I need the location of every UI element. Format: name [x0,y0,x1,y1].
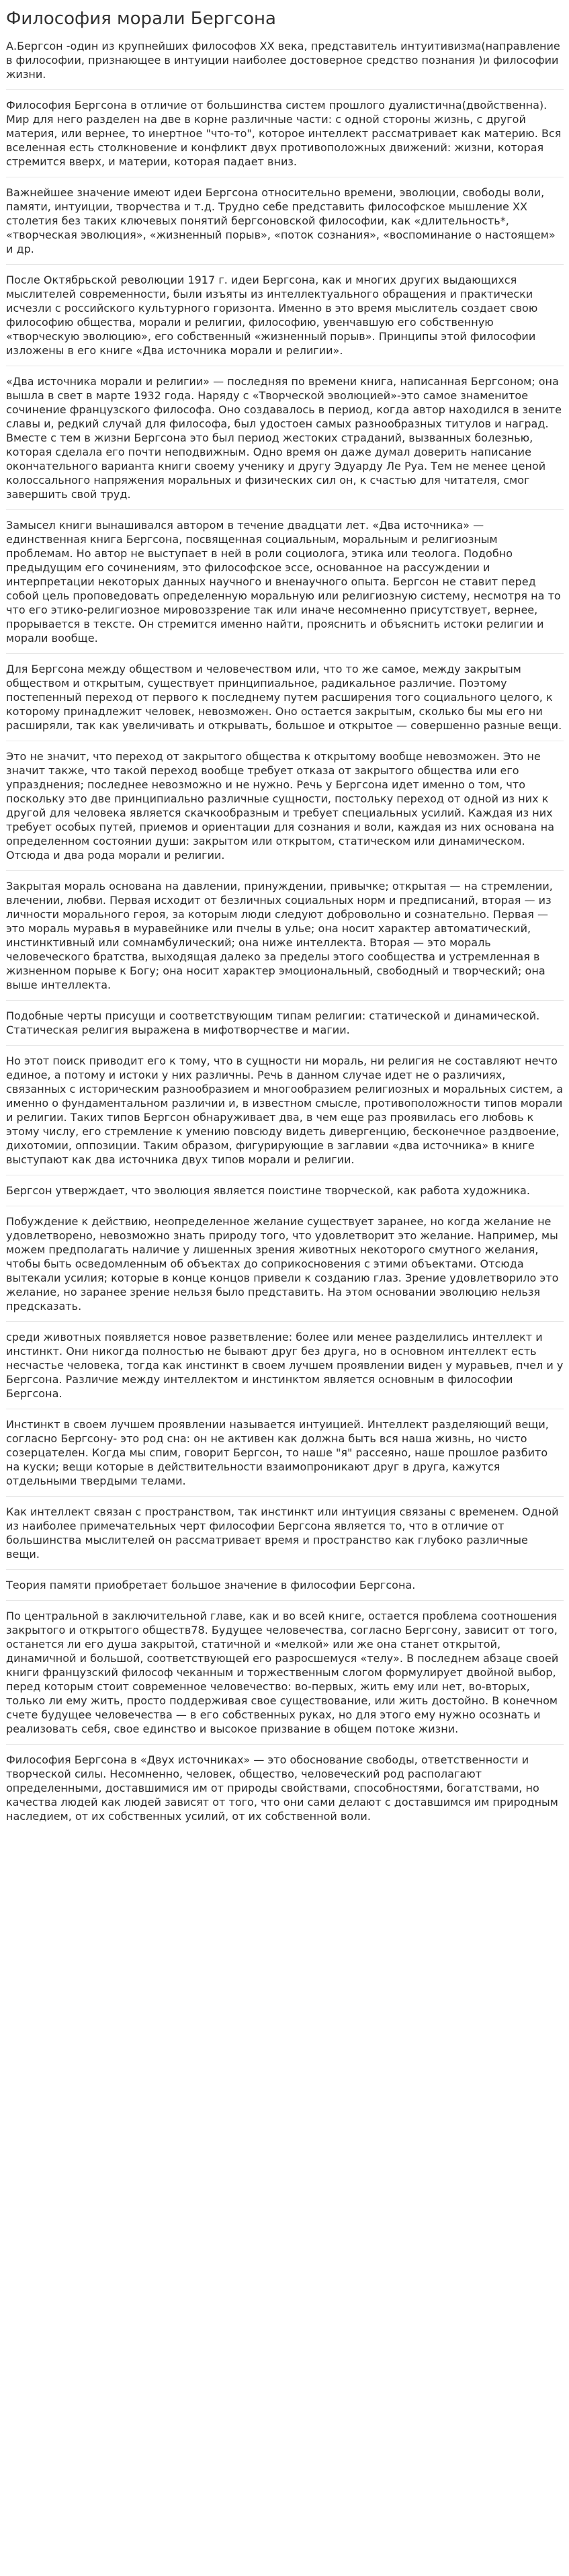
paragraph-divider [6,89,564,90]
paragraph: «Два источника морали и религии» — последняя по времени книга, написанная Бергсоном; она вышла в свет в марте 1932 года. Наряду с «Творческой эволюцией»-это самое знаменитое сочинение французского философа. Оно создавалось в период, когда автор находился в зените славы и, редкий случай для философа, был удостоен самых разнообразных титулов и наград. Вместе с тем в жизни Бергсона это был период жестоких страданий, вызванных болезнью, которая сделала его почти неподвижным. Одно время он даже думал доверить написание окончательного варианта книги своему ученику и другу Эдуарду Ле Руа. Тем не менее ценой колоссального напряжения моральных и физических сил он, к счастью для читателя, смог завершить свой труд. [6,375,562,501]
paragraph-divider [6,870,564,871]
paragraph: Но этот поиск приводит его к тому, что в сущности ни мораль, ни религия не составляют нечто единое, а потому и истоки у них различны. Речь в данном случае идет не о различиях, связанных с историческим разнообразием и многообразием религиозных и моральных систем, а именно о фундаментальном различии и, в известном смысле, противоположности типов морали и религии. Таких типов Бергсон обнаруживает два, в чем еще раз проявилась его любовь к этому числу, его стремление к умению повсюду видеть дивергенцию, бесконечное раздвоение, дихотомии, оппозиции. Таким образом, фигурирующие в заглавии «два источника» в книге выступают как два источника двух типов морали и религии. [6,1054,564,1166]
paragraph: Побуждение к действию, неопределенное желание существует заранее, но когда желание не удовлетворено, невозможно знать природу того, что удовлетворит это желание. Например, мы можем предполагать наличие у лишенных зрения животных некоторого смутного желания, чтобы быть осведомленным об объектах до соприкосновения с этими объектами. Отсюда вытекали усилия; которые в конце концов привели к созданию глаз. Зрение удовлетворило это желание, но заранее зрение нельзя было представить. На этом основании эволюцию нельзя предсказать. [6,1215,559,1313]
paragraph: Как интеллект связан с пространством, так инстинкт или интуиция связаны с временем. Одной из наиболее примечательных черт философии Бергсона является то, что в отличие от большинства мыслителей он рассматривает время и пространство как глубоко различные вещи. [6,1505,559,1561]
paragraph: Инстинкт в своем лучшем проявлении называется интуицией. Интеллект разделяющий вещи, согласно Бергсону- это род сна: он не активен как должна быть вся наша жизнь, но чисто созерцателен. Когда мы спим, говорит Бергсон, то наше "я" рассеяно, наше прошлое разбито на куски; вещи которые в действительности взаимопроникают друг в друга, кажутся отдельными твердыми телами. [6,1418,549,1487]
article-body [6,38,564,1831]
paragraph: Философия Бергсона в «Двух источниках» — это обоснование свободы, ответственности и творческой силы. Несомненно, человек, общество, человеческий род располагают определенными, доставшимися им от природы свойствами, способностями, богатствами, но качества людей как людей зависят от того, что они сами делают с доставшимся им природным наследием, от их собственных усилий, от их собственной воли. [6,1753,558,1823]
paragraph-divider [6,1744,564,1745]
page-title: Философия морали Бергсона [6,9,276,29]
paragraph: Философия Бергсона в отличие от большинства систем прошлого дуалистична(двойственна). Мир для него разделен на две в корне различные части: с одной стороны жизнь, с другой материя, или вернее, то инертное "что-то", которое интеллект рассматривает как материю. Вся вселенная есть столкновение и конфликт двух противоположных движений: жизни, которая стремится вверх, и материи, которая падает вниз. [6,99,562,168]
paragraph: А.Бергсон -один из крупнейших философов XX века, представитель интуитивизма(направление в философии, признающее в интуиции наиболее достоверное средство познания )и философии жизни. [6,40,560,81]
paragraph: Замысел книги вынашивался автором в течение двадцати лет. «Два источника» — единственная книга Бергсона, посвященная социальным, моральным и религиозным проблемам. Но автор не выступает в ней в роли социолога, этика или теолога. Подобно предыдущим его сочинениям, это философское эссе, основанное на рассуждении и интерпретации некоторых данных научного и вненаучного опыта. Бергсон не ставит перед собой цель проповедовать определенную моральную или религиозную систему, несмотря на то что его этико-религиозное мировоззрение так или иначе несомненно присутствует, вернее, прорывается в тексте. Он стремится именно найти, прояснить и объяснить истоки религии и морали вообще. [6,519,561,645]
paragraph-divider [6,264,564,265]
paragraph: Важнейшее значение имеют идеи Бергсона относительно времени, эволюции, свободы воли, памяти, интуиции, творчества и т.д. Трудно себе представить философское мышление XX столетия без таких ключевых понятий бергсоновской философии, как «длительность*, «творческая эволюция», «жизненный порыв», «поток сознания», «воспоминание о настоящем» и др. [6,186,556,255]
paragraph: Подобные черты присущи и соответствующим типам религии: статической и динамической. Статическая религия выражена в мифотворчестве и магии. [6,1009,540,1036]
paragraph: среди животных появляется новое разветвление: более или менее разделились интеллект и инстинкт. Они никогда полностью не бывают друг без друга, но в основном интеллект есть несчастье человека, тогда как инстинкт в своем лучшем проявлении виден у муравьев, пчел и у Бергсона. Различие между интеллектом и инстинктом является основным в философии Бергсона. [6,1331,564,1400]
paragraph-divider [6,1600,564,1601]
paragraph-divider [6,509,564,510]
paragraph-divider [6,1321,564,1322]
paragraph: Закрытая мораль основана на давлении, принуждении, привычке; открытая — на стремлении, влечении, любви. Первая исходит от безличных социальных норм и предписаний, вторая — из личности морального героя, за которым люди следуют добровольно и сознательно. Первая — это мораль муравья в муравейнике или пчелы в улье; она носит характер автоматический, инстинктивный или сомнамбулический; она ниже интеллекта. Вторая — это мораль человеческого братства, выходящая далеко за пределы этого сообщества и устремленная в жизненном порыве к Богу; она носит характер эмоциональный, свободный и творческий; она выше интеллекта. [6,880,553,991]
paragraph: Теория памяти приобретает большое значение в философии Бергсона. [6,1579,416,1591]
paragraph: Это не значит, что переход от закрытого общества к открытому вообще невозможен. Это не значит также, что такой переход вообще требует отказа от закрытого общества или его упразднения; последнее невозможно и не нужно. Речь у Бергсона идет именно о том, что поскольку это две принципиально различные сущности, постольку переход от одной из них к другой для человека является скачкообразным и требует специальных усилий. Каждая из них требует особых путей, приемов и ориентации для сознания и воли, каждая из них основана на определенном состоянии души: закрытом или открытом, статическом или динамическом. Отсюда и два рода морали и религии. [6,750,555,862]
paragraph: По центральной в заключительной главе, как и во всей книге, остается проблема соотношения закрытого и открытого обществ78. Будущее человечества, согласно Бергсону, зависит от того, останется ли его душа закрытой, статичной и «мелкой» или же она станет открытой, динамичной и большой, соответствующей его разросшемуся «телу». В последнем абзаце своей книги французский философ чеканным и торжественным слогом формулирует двойной выбор, перед которым стоит современное человечество: во-первых, жить ему или нет, во-вторых, только ли ему жить, просто поддерживая свое существование, или жить достойно. В конечном счете будущее человечества — в его собственных руках, но для этого ему нужно осознать и реализовать себя, свое единство и высокое призвание в общем потоке жизни. [6,1610,559,1735]
paragraph-divider [6,653,564,654]
paragraph: После Октябрьской революции 1917 г. идеи Бергсона, как и многих других выдающихся мыслителей современности, были изъяты из интеллектуального обращения и практически исчезли с российского культурного горизонта. Именно в это время мыслитель создает свою философию общества, морали и религии, философию, увенчавшую его собственную «творческую эволюцию», его собственный «жизненный порыв». Принципы этой философии изложены в его книге «Два источника морали и религии». [6,274,538,357]
paragraph-divider [6,1000,564,1001]
paragraph-divider [6,1496,564,1497]
paragraph-divider [6,1569,564,1570]
paragraph: Бергсон утверждает, что эволюция является поистине творческой, как работа художника. [6,1184,530,1197]
paragraph-divider [6,1045,564,1046]
paragraph: Для Бергсона между обществом и человечеством или, что то же самое, между закрытым обществом и открытым, существует принципиальное, радикальное различие. Поэтому постепенный переход от первого к последнему путем расширения того социального целого, к которому принадлежит человек, невозможен. Оно остается закрытым, сколько бы мы его ни расширяли, так как увеличивать и открывать, большое и открытое — совершенно разные вещи. [6,663,562,732]
